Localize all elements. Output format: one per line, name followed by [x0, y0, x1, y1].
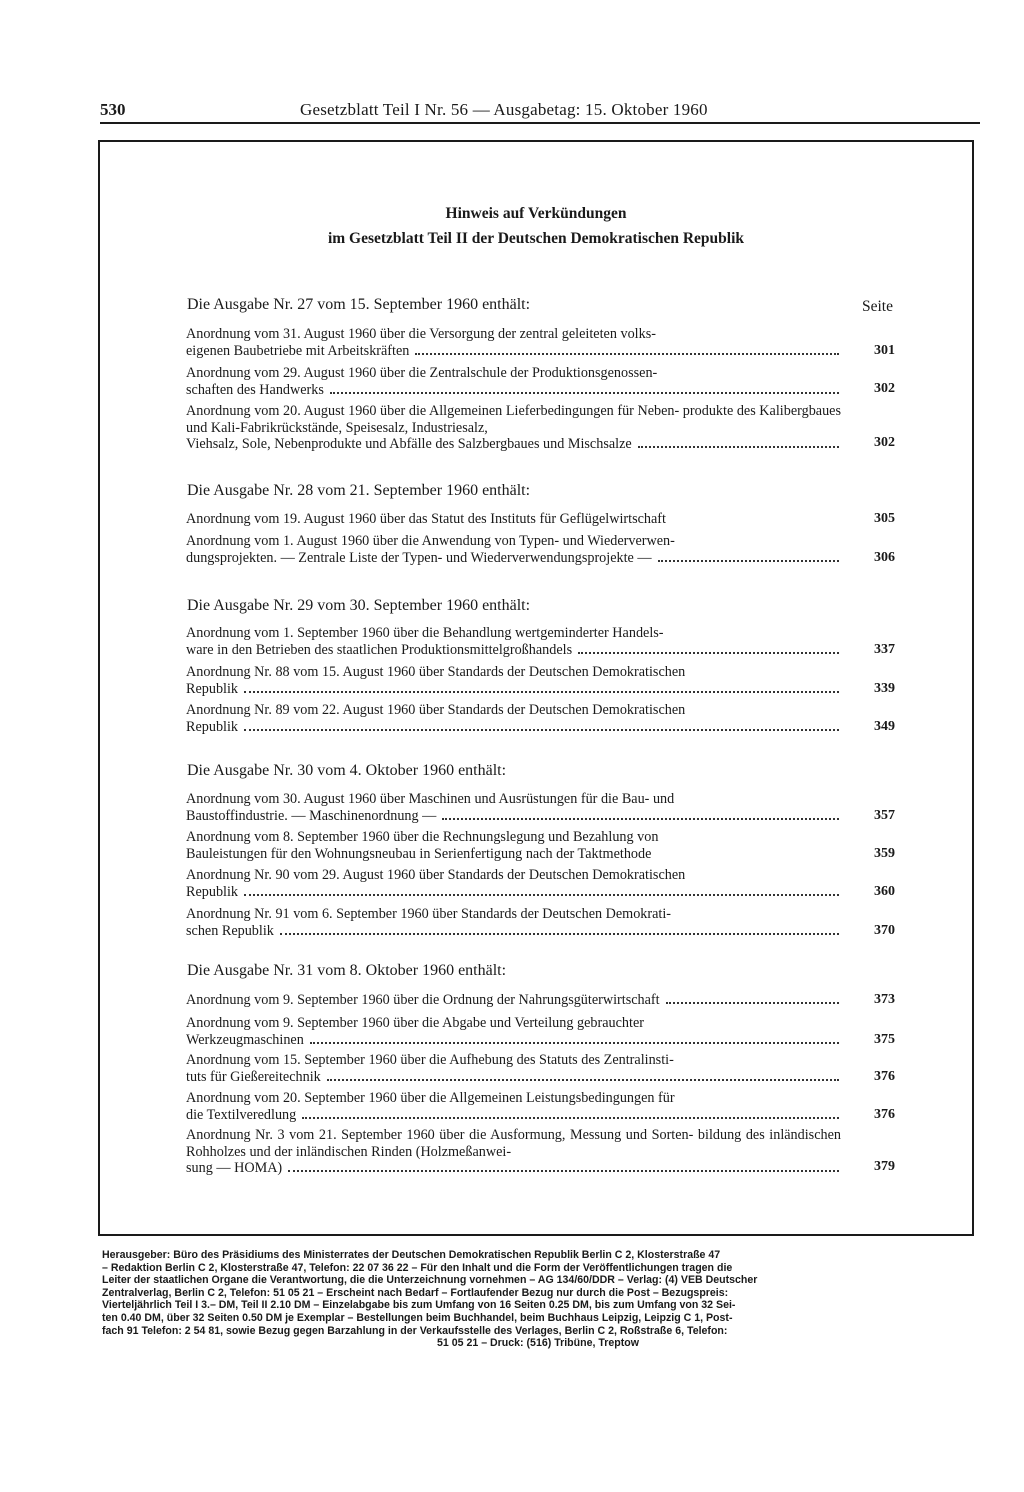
- issue-heading: Die Ausgabe Nr. 29 vom 30. September 1960 enthält:: [187, 597, 531, 614]
- leader-dots: [288, 1170, 839, 1172]
- leader-dots: [327, 1079, 839, 1081]
- entry-page-number: 349: [874, 719, 895, 734]
- entry-last-line: die Textilveredlung: [186, 1106, 297, 1123]
- imprint-line: 51 05 21 – Druck: (516) Tribüne, Treptow: [437, 1337, 639, 1350]
- entry-last-line: sung — HOMA): [186, 1160, 283, 1176]
- entry-lead: Anordnung Nr. 88 vom 15. August 1960 über Standards der Deutschen Demokratischen: [186, 664, 686, 680]
- leader-dots: [442, 818, 839, 820]
- entry-page-number: 337: [874, 642, 895, 657]
- entry-page-number: 301: [874, 343, 895, 358]
- entry-lead: Anordnung vom 15. September 1960 über die Aufhebung des Statuts des Zentralinsti-: [186, 1052, 674, 1068]
- header-title: Gesetzblatt Teil I Nr. 56 — Ausgabetag: 15. Oktober 1960: [300, 100, 708, 119]
- leader-dots: [658, 560, 839, 562]
- imprint-line: ten 0.40 DM, über 32 Seiten 0.50 DM je Exemplar – Bestellungen beim Buchhandel, beim Buchhaus Leipzig, Leipzig C 1, Post-: [102, 1311, 733, 1324]
- leader-dots: [638, 446, 839, 448]
- entry-lead: Anordnung vom 30. August 1960 über Maschinen und Ausrüstungen für die Bau- und: [186, 791, 675, 807]
- entry-last-line: schen Republik: [186, 922, 274, 939]
- entry-last-line: Republik: [186, 883, 239, 900]
- list-item: [186, 1052, 906, 1085]
- leader-dots: [310, 1042, 839, 1044]
- list-item: [186, 533, 906, 566]
- entry-lead: Anordnung vom 1. September 1960 über die Behandlung wertgeminderter Handels-: [186, 625, 664, 641]
- leader-dots: [578, 652, 839, 654]
- entry-last-line: schaften des Handwerks: [186, 381, 324, 398]
- list-item: [186, 326, 906, 359]
- entry-lead: Anordnung Nr. 90 vom 29. August 1960 über Standards der Deutschen Demokratischen: [186, 867, 686, 883]
- entry-last-line: Anordnung vom 9. September 1960 über die Ordnung der Nahrungsgüterwirtschaft: [186, 992, 660, 1008]
- imprint-line: Vierteljährlich Teil I 3.– DM, Teil II 2.10 DM – Einzelabgabe bis zum Umfang von 16 Seiten 0.25 DM, bis zum Umfang von 32 Sei-: [102, 1299, 736, 1312]
- notice-subtitle: im Gesetzblatt Teil II der Deutschen Demokratischen Republik: [327, 230, 745, 247]
- leader-dots: [666, 1002, 839, 1004]
- page-column-label: Seite: [862, 298, 893, 315]
- entry-page-number: 306: [874, 550, 895, 565]
- list-item: [186, 906, 906, 939]
- entry-page-number: 360: [874, 884, 895, 899]
- entry-page-number: 302: [874, 381, 895, 396]
- issue-heading: Die Ausgabe Nr. 30 vom 4. Oktober 1960 enthält:: [187, 762, 507, 779]
- page-number: 530: [100, 100, 126, 119]
- imprint-line: Herausgeber: Büro des Präsidiums des Ministerrates der Deutschen Demokratischen Republik Berlin C 2, Klosterstraße 47: [102, 1249, 721, 1261]
- list-item: [186, 702, 906, 735]
- entry-page-number: 376: [874, 1107, 895, 1122]
- entry-lead: Anordnung vom 31. August 1960 über die Versorgung der zentral geleiteten volks-: [186, 326, 656, 342]
- entry-page-number: 302: [874, 435, 895, 450]
- entry-lead: Anordnung vom 8. September 1960 über die Rechnungslegung und Bezahlung von: [186, 829, 659, 845]
- entry-lead: Anordnung vom 20. August 1960 über die Allgemeinen Lieferbedingungen für Neben- produkte des Kalibergbaues und Kali-Fabrikrückstände, Speisesalz, Industriesalz,: [186, 403, 841, 436]
- imprint: [102, 1249, 974, 1350]
- entry-last-line: eigenen Baubetriebe mit Arbeitskräften: [186, 342, 410, 359]
- leader-dots: [244, 691, 839, 693]
- entry-page-number: 359: [874, 846, 895, 861]
- list-item: [186, 791, 906, 824]
- imprint-line: fach 91 Telefon: 2 54 81, sowie Bezug gegen Barzahlung in der Verkaufsstelle des Verlages, Berlin C 2, Roßstraße 6, Telefon:: [102, 1324, 728, 1337]
- list-item: [186, 403, 906, 453]
- entry-lead: Anordnung Nr. 3 vom 21. September 1960 über die Ausformung, Messung und Sorten- bildung des inländischen Rohholzes und der inländischen Rinden (Holzmeßanwei-: [186, 1127, 841, 1160]
- leader-dots: [415, 353, 839, 355]
- list-item: [186, 511, 906, 528]
- leader-dots: [302, 1117, 839, 1119]
- entry-page-number: 339: [874, 681, 895, 696]
- entry-page-number: 373: [874, 992, 895, 1007]
- entry-last-line: tuts für Gießereitechnik: [186, 1068, 321, 1085]
- list-item: [186, 829, 906, 862]
- entry-last-line: Viehsalz, Sole, Nebenprodukte und Abfälle des Salzbergbaues und Mischsalze: [186, 436, 632, 452]
- entry-page-number: 357: [874, 808, 895, 823]
- leader-dots: [330, 392, 839, 394]
- header-rule: [100, 122, 980, 124]
- entry-last-line: Republik: [186, 718, 239, 735]
- entry-page-number: 375: [874, 1032, 895, 1047]
- entry-lead: Anordnung Nr. 91 vom 6. September 1960 über Standards der Deutschen Demokrati-: [186, 906, 672, 922]
- entry-last-line: Werkzeugmaschinen: [186, 1031, 304, 1048]
- leader-dots: [244, 729, 839, 731]
- notice-title: Hinweis auf Verkündungen: [445, 205, 627, 222]
- issue-heading: Die Ausgabe Nr. 28 vom 21. September 1960 enthält:: [187, 482, 531, 499]
- entry-last-line: Anordnung vom 19. August 1960 über das Statut des Instituts für Geflügelwirtschaft: [186, 511, 666, 527]
- entry-last-line: Bauleistungen für den Wohnungsneubau in Serienfertigung nach der Taktmethode: [186, 845, 652, 862]
- entry-lead: Anordnung vom 20. September 1960 über die Allgemeinen Leistungsbedingungen für: [186, 1090, 675, 1106]
- list-item: [186, 625, 906, 658]
- entry-lead: Anordnung vom 9. September 1960 über die Abgabe und Verteilung gebrauchter: [186, 1015, 644, 1031]
- imprint-line: Zentralverlag, Berlin C 2, Telefon: 51 05 21 – Erscheint nach Bedarf – Fortlaufender Bezug nur durch die Post – Bezugspreis:: [102, 1286, 729, 1299]
- entry-lead: Anordnung vom 29. August 1960 über die Zentralschule der Produktionsgenossen-: [186, 365, 658, 381]
- leader-dots: [280, 933, 839, 935]
- list-item: [186, 867, 906, 900]
- list-item: [186, 365, 906, 398]
- imprint-line: – Redaktion Berlin C 2, Klosterstraße 47, Telefon: 22 07 36 22 – Für den Inhalt und die Form der Veröffentlichungen tragen die: [102, 1261, 733, 1274]
- list-item: [186, 664, 906, 697]
- entry-last-line: Baustoffindustrie. — Maschinenordnung —: [186, 807, 437, 824]
- entry-page-number: 379: [874, 1159, 895, 1174]
- imprint-line: Leiter der staatlichen Organe die Verantwortung, die die Unterzeichnung vornehmen – AG 134/60/DDR – Verlag: (4) VEB Deutscher: [102, 1274, 758, 1287]
- entry-last-line: dungsprojekten. — Zentrale Liste der Typen- und Wiederverwendungsprojekte —: [186, 549, 652, 566]
- entry-page-number: 376: [874, 1069, 895, 1084]
- entry-last-line: Republik: [186, 680, 239, 697]
- list-item: [186, 1127, 906, 1177]
- list-item: [186, 1015, 906, 1048]
- leader-dots: [244, 894, 839, 896]
- entry-page-number: 305: [874, 511, 895, 526]
- list-item: [186, 992, 906, 1009]
- entry-lead: Anordnung vom 1. August 1960 über die Anwendung von Typen- und Wiederverwen-: [186, 533, 675, 549]
- issue-heading: Die Ausgabe Nr. 31 vom 8. Oktober 1960 enthält:: [187, 962, 507, 979]
- running-head: [100, 100, 980, 122]
- issue-heading: Die Ausgabe Nr. 27 vom 15. September 1960 enthält:: [187, 296, 531, 313]
- entry-page-number: 370: [874, 923, 895, 938]
- entry-lead: Anordnung Nr. 89 vom 22. August 1960 über Standards der Deutschen Demokratischen: [186, 702, 686, 718]
- entry-last-line: ware in den Betrieben des staatlichen Produktionsmittelgroßhandels: [186, 641, 573, 658]
- list-item: [186, 1090, 906, 1123]
